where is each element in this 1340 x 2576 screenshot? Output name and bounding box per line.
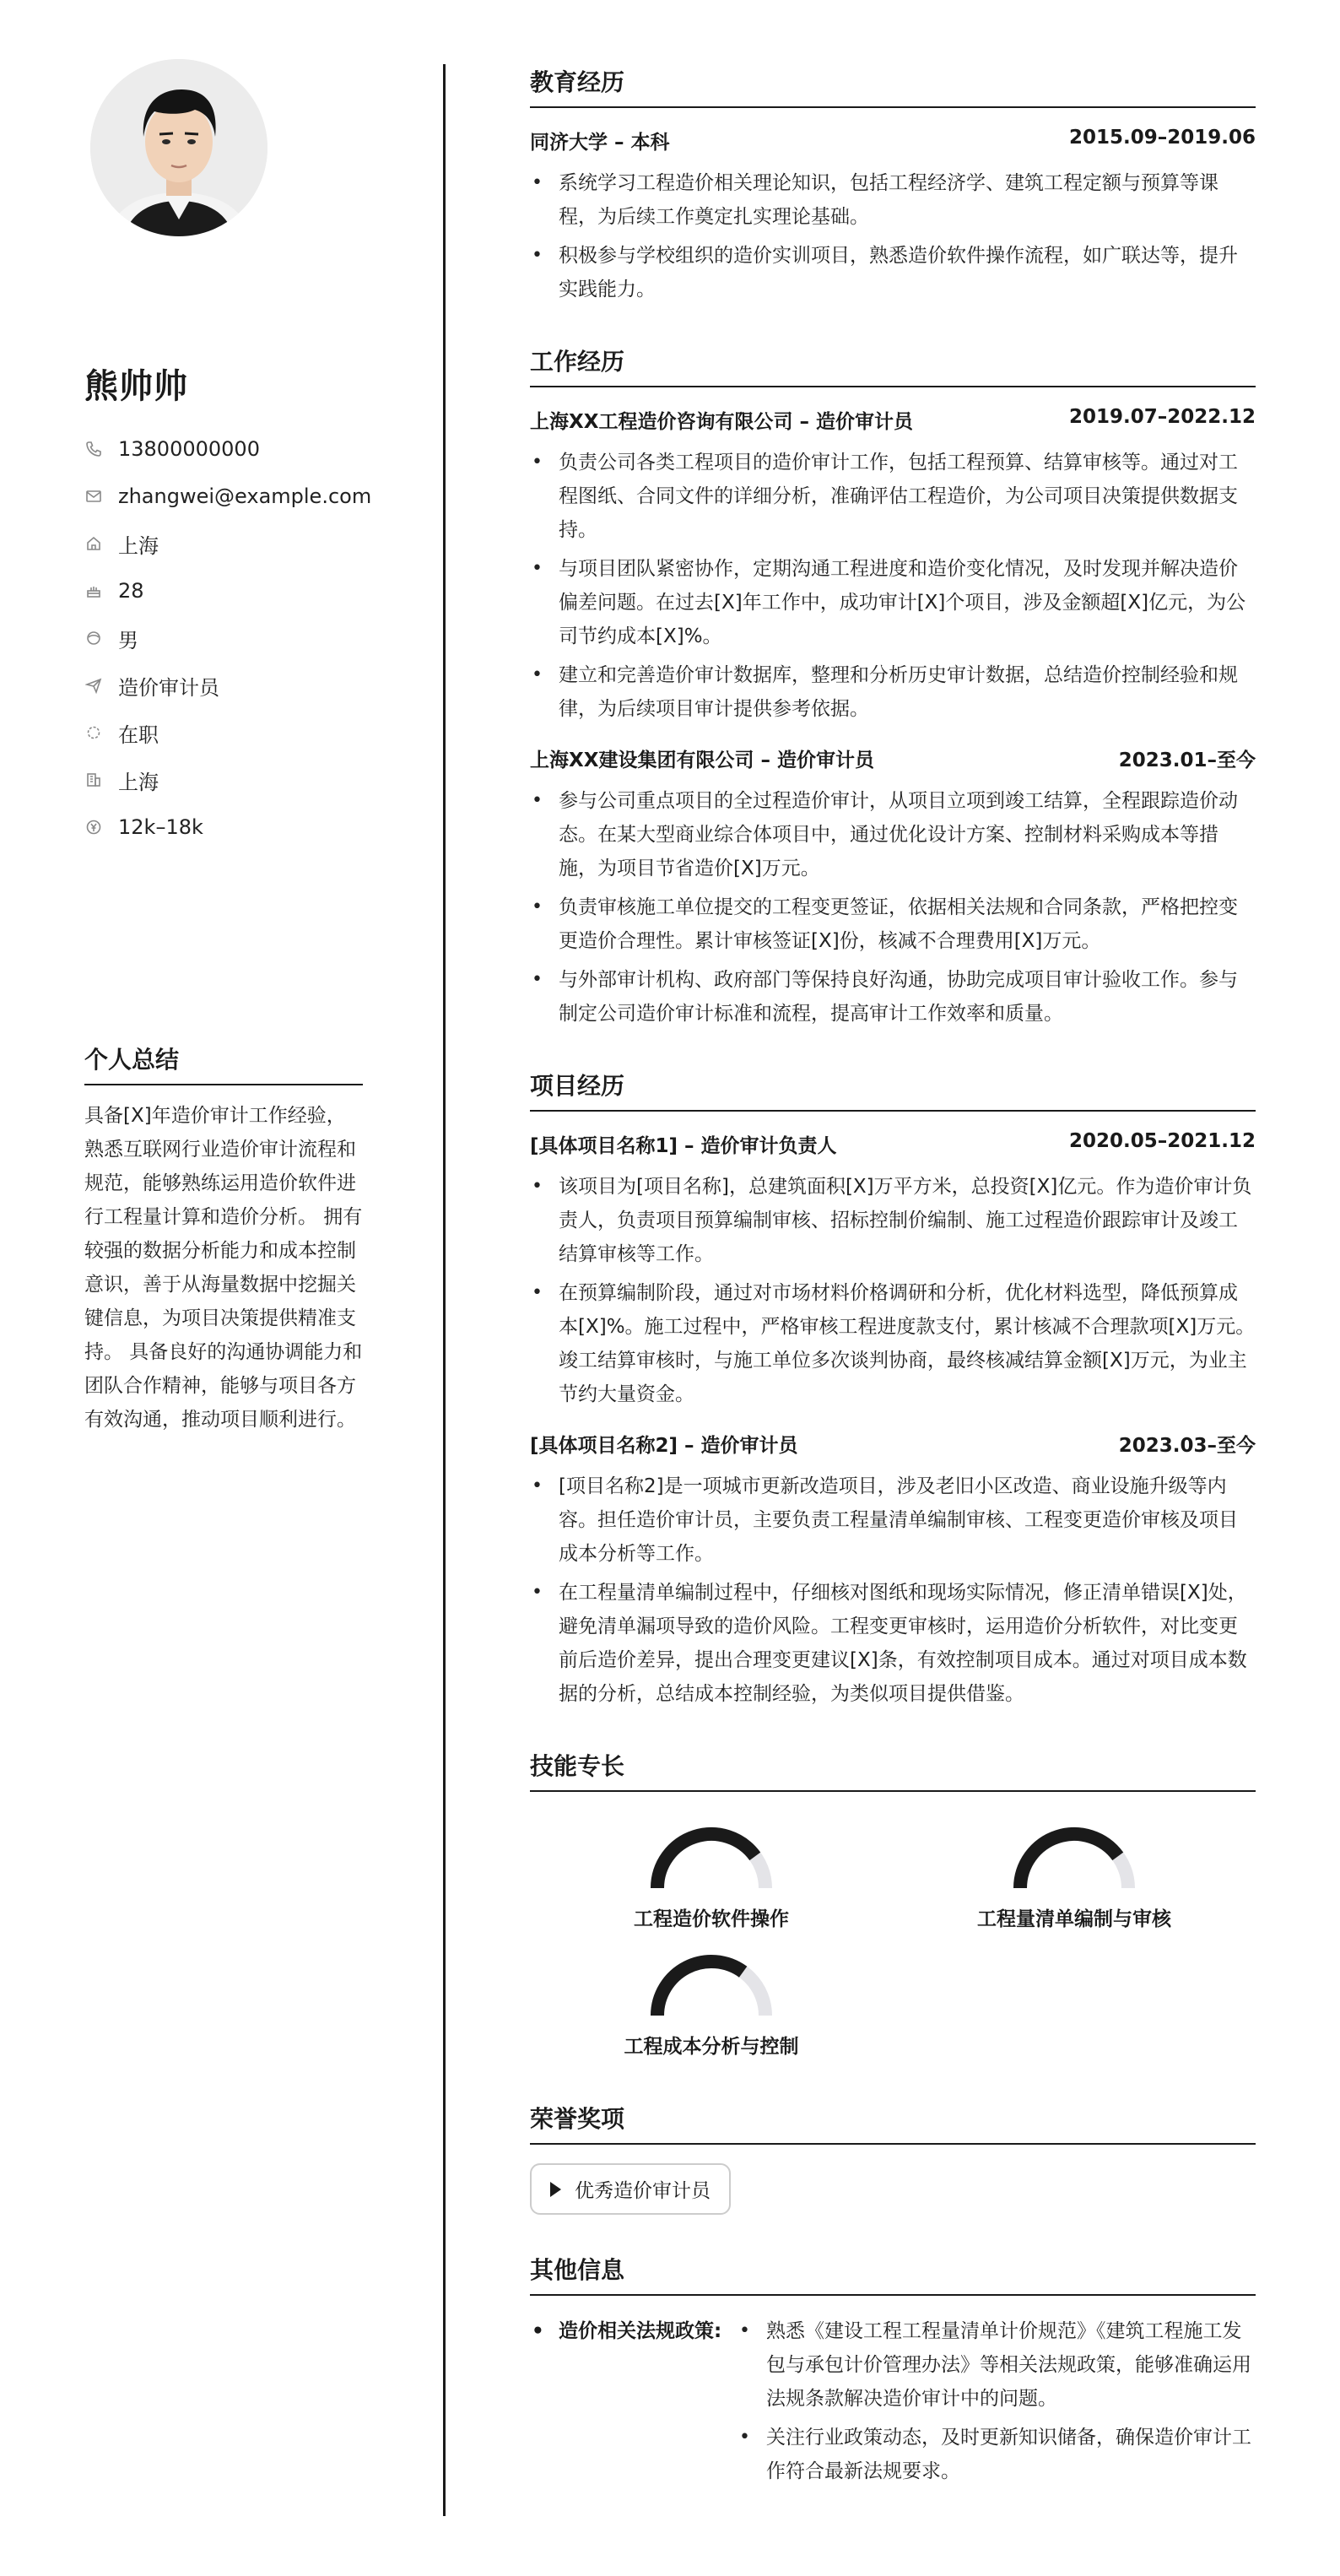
gauge-fill — [1020, 1834, 1118, 1888]
entry-header — [530, 406, 1256, 434]
entry-heading: [具体项目名称2] – 造价审计员 — [530, 1435, 798, 1457]
info-email — [84, 473, 388, 520]
info-city — [84, 756, 388, 804]
other-key: • 造价相关法规政策: — [530, 2314, 738, 2493]
skill-item — [530, 1819, 893, 1931]
bullet-list — [530, 166, 1256, 306]
bullet-item: • 负责公司各类工程项目的造价审计工作，包括工程预算、结算审核等。通过对工程图纸、合同文件的详细分析，准确评估工程造价，为公司项目决策提供数据支持。 — [530, 446, 1256, 547]
bullet-item: • 在预算编制阶段，通过对市场材料价格调研和分析，优化材料选型，降低预算成本[X]%。施工过程中，严格审核工程进度款支付，累计核减不合理款项[X]万元。竣工结算审核时，与施工单位多次谈判协商，最终核减结算金额[X]万元，为业主节约大量资金。 — [530, 1276, 1256, 1411]
status-text: 在职 — [118, 722, 159, 747]
location-text: 上海 — [118, 533, 159, 558]
age-text: 28 — [118, 579, 144, 603]
honors-section — [530, 2101, 1256, 2215]
projects-title: 项目经历 — [530, 1068, 1256, 1112]
skill-label: 工程成本分析与控制 — [624, 2036, 799, 2058]
bullet-item: • 参与公司重点项目的全过程造价审计，从项目立项到竣工结算，全程跟踪造价动态。在某大型商业综合体项目中，通过优化设计方案、控制材料采购成本等措施，为项目节省造价[X]万元。 — [530, 784, 1256, 885]
entry-date: 2020.05–2021.12 — [1068, 1130, 1256, 1152]
skill-label: 工程量清单编制与审核 — [977, 1908, 1171, 1930]
phone-text: 13800000000 — [118, 437, 260, 461]
skill-gauge — [640, 1819, 783, 1895]
salary-text: 12k–18k — [118, 815, 203, 839]
sidebar — [0, 0, 439, 2576]
education-entry — [530, 127, 1256, 306]
building-icon — [84, 771, 103, 789]
info-status — [84, 709, 388, 756]
entry-date: 2023.03–至今 — [1118, 1435, 1256, 1457]
skill-item — [530, 1946, 893, 2059]
entry-heading: 同济大学 – 本科 — [530, 132, 670, 154]
entry-header — [530, 1430, 1256, 1458]
summary-title: 个人总结 — [84, 1042, 363, 1085]
city-text: 上海 — [118, 770, 159, 794]
skills-section — [530, 1748, 1256, 2064]
skill-label: 工程造价软件操作 — [634, 1908, 789, 1930]
email-text: zhangwei@example.com — [118, 484, 372, 508]
play-icon — [550, 2182, 561, 2197]
salary-icon — [84, 818, 103, 836]
entry-heading: 上海XX建设集团有限公司 – 造价审计员 — [530, 750, 874, 771]
info-salary — [84, 804, 388, 851]
skill-item — [893, 1819, 1256, 1931]
avatar — [90, 59, 267, 236]
entry-heading: 上海XX工程造价咨询有限公司 – 造价审计员 — [530, 411, 913, 433]
honor-label: 优秀造价审计员 — [575, 2180, 711, 2202]
skills-grid — [530, 1810, 1256, 2064]
education-title: 教育经历 — [530, 64, 1256, 108]
info-phone — [84, 425, 388, 473]
work-section — [530, 344, 1256, 1031]
bullet-item: • 与外部审计机构、政府部门等保持良好沟通，协助完成项目审计验收工作。参与制定公司造价审计标准和流程，提高审计工作效率和质量。 — [530, 963, 1256, 1031]
gauge-fill — [657, 1962, 743, 2016]
main-content — [530, 64, 1256, 2530]
skill-gauge — [640, 1946, 783, 2022]
entry-header — [530, 127, 1256, 154]
position-text: 造价审计员 — [118, 675, 219, 700]
entry-date: 2023.01–至今 — [1118, 750, 1256, 771]
summary-text: 具备[X]年造价审计工作经验，熟悉互联网行业造价审计流程和规范，能够熟练运用造价软件进行工程量计算和造价分析。 拥有较强的数据分析能力和成本控制意识，善于从海量数据中挖掘关键信息，为项目决策提供精准支持。 具备良好的沟通协调能力和团队合作精神，能够与项目各方有效沟通，推动项目顺利进行。 — [84, 1105, 363, 1431]
email-icon — [84, 487, 103, 506]
bullet-list — [530, 446, 1256, 726]
column-divider — [443, 64, 446, 2516]
entry-date: 2015.09–2019.06 — [1068, 127, 1256, 149]
bullet-item: • 负责审核施工单位提交的工程变更签证，依据相关法规和合同条款，严格把控变更造价合理性。累计审核签证[X]份，核减不合理费用[X]万元。 — [530, 890, 1256, 958]
bullet-list — [530, 1170, 1256, 1411]
info-position — [84, 662, 388, 709]
skills-title: 技能专长 — [530, 1748, 1256, 1792]
status-icon — [84, 723, 103, 742]
cake-icon — [84, 582, 103, 600]
education-section — [530, 64, 1256, 306]
work-title: 工作经历 — [530, 344, 1256, 387]
gauge-fill — [657, 1834, 755, 1888]
profile-name: 熊帅帅 — [84, 367, 188, 406]
bullet-item: • [项目名称2]是一项城市更新改造项目，涉及老旧小区改造、商业设施升级等内容。担任造价审计员，主要负责工程量清单编制审核、工程变更造价审核及项目成本分析等工作。 — [530, 1469, 1256, 1571]
bullet-item: • 该项目为[项目名称]，总建筑面积[X]万平方米，总投资[X]亿元。作为造价审计负责人，负责项目预算编制审核、招标控制价编制、施工过程造价跟踪审计及竣工结算审核等工作。 — [530, 1170, 1256, 1271]
bullet-item: • 与项目团队紧密协作，定期沟通工程进度和造价变化情况，及时发现并解决造价偏差问题。在过去[X]年工作中，成功审计[X]个项目，涉及金额超[X]亿元，为公司节约成本[X]%。 — [530, 552, 1256, 653]
contact-info-list — [84, 425, 388, 851]
home-icon — [84, 534, 103, 553]
honors-title: 荣誉奖项 — [530, 2101, 1256, 2145]
bullet-item: • 建立和完善造价审计数据库，整理和分析历史审计数据，总结造价控制经验和规律，为后续项目审计提供参考依据。 — [530, 658, 1256, 726]
bullet-list — [530, 1469, 1256, 1711]
bullet-item: • 在工程量清单编制过程中，仔细核对图纸和现场实际情况，修正清单错误[X]处，避免清单漏项导致的造价风险。工程变更审核时，运用造价分析软件，对比变更前后造价差异，提出合理变更建议[X]条，有效控制项目成本。通过对项目成本数据的分析，总结成本控制经验，为类似项目提供借鉴。 — [530, 1576, 1256, 1711]
entry-header — [530, 744, 1256, 772]
bullet-item: • 系统学习工程造价相关理论知识，包括工程经济学、建筑工程定额与预算等课程，为后续工作奠定扎实理论基础。 — [530, 166, 1256, 234]
phone-icon — [84, 440, 103, 458]
projects-section — [530, 1068, 1256, 1711]
honor-tag — [530, 2163, 731, 2215]
bullet-list — [530, 784, 1256, 1031]
work-entry — [530, 744, 1256, 1031]
gender-icon — [84, 629, 103, 647]
bullet-list — [738, 2314, 1256, 2493]
entry-header — [530, 1130, 1256, 1158]
other-row — [530, 2314, 1256, 2493]
entry-date: 2019.07–2022.12 — [1068, 406, 1256, 428]
bullet-item: • 积极参与学校组织的造价实训项目，熟悉造价软件操作流程，如广联达等，提升实践能力。 — [530, 239, 1256, 306]
work-entry — [530, 406, 1256, 726]
other-section — [530, 2252, 1256, 2493]
send-icon — [84, 676, 103, 695]
info-gender — [84, 614, 388, 662]
info-location — [84, 520, 388, 567]
info-age — [84, 567, 388, 614]
bullet-item: • 关注行业政策动态，及时更新知识储备，确保造价审计工作符合最新法规要求。 — [738, 2421, 1256, 2488]
other-title: 其他信息 — [530, 2252, 1256, 2296]
skill-gauge — [1002, 1819, 1146, 1895]
gender-text: 男 — [118, 628, 138, 652]
project-entry — [530, 1430, 1256, 1711]
project-entry — [530, 1130, 1256, 1411]
bullet-item: • 熟悉《建设工程工程量清单计价规范》《建筑工程施工发包与承包计价管理办法》等相关法规政策，能够准确运用法规条款解决造价审计中的问题。 — [738, 2314, 1256, 2416]
entry-heading: [具体项目名称1] – 造价审计负责人 — [530, 1135, 837, 1157]
